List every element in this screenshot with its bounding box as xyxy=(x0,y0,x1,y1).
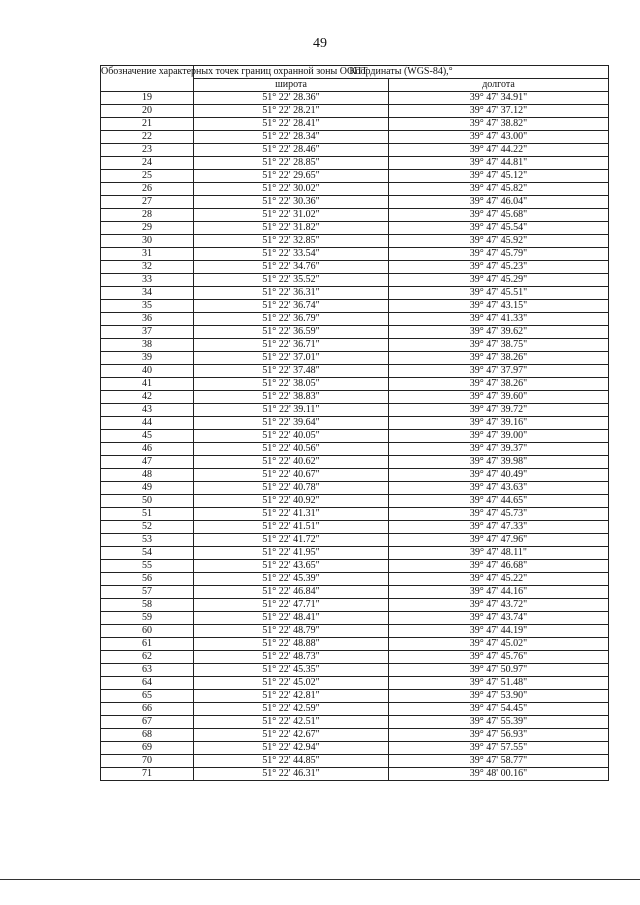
point-number-cell: 43 xyxy=(101,404,194,417)
point-number-cell: 57 xyxy=(101,586,194,599)
longitude-cell: 39° 47' 45.82" xyxy=(389,183,609,196)
table-row xyxy=(101,118,609,131)
longitude-cell: 39° 47' 37.97" xyxy=(389,365,609,378)
table-row xyxy=(101,573,609,586)
longitude-cell: 39° 47' 41.33" xyxy=(389,313,609,326)
longitude-cell: 39° 47' 39.98" xyxy=(389,456,609,469)
longitude-cell: 39° 47' 39.00" xyxy=(389,430,609,443)
table-row xyxy=(101,404,609,417)
point-number-cell: 62 xyxy=(101,651,194,664)
point-number-cell: 29 xyxy=(101,222,194,235)
point-number-cell: 20 xyxy=(101,105,194,118)
longitude-cell: 39° 47' 45.79" xyxy=(389,248,609,261)
latitude-cell: 51° 22' 46.84" xyxy=(194,586,389,599)
coordinates-header: Координаты (WGS-84),° xyxy=(194,66,609,79)
table-row xyxy=(101,547,609,560)
table-row xyxy=(101,430,609,443)
longitude-cell: 39° 47' 44.65" xyxy=(389,495,609,508)
latitude-cell: 51° 22' 28.34" xyxy=(194,131,389,144)
latitude-cell: 51° 22' 48.41" xyxy=(194,612,389,625)
table-row xyxy=(101,482,609,495)
longitude-cell: 39° 47' 53.90" xyxy=(389,690,609,703)
latitude-cell: 51° 22' 40.92" xyxy=(194,495,389,508)
longitude-cell: 39° 47' 46.04" xyxy=(389,196,609,209)
point-number-cell: 51 xyxy=(101,508,194,521)
point-number-cell: 50 xyxy=(101,495,194,508)
longitude-cell: 39° 47' 38.82" xyxy=(389,118,609,131)
point-number-cell: 25 xyxy=(101,170,194,183)
latitude-cell: 51° 22' 47.71" xyxy=(194,599,389,612)
point-number-cell: 52 xyxy=(101,521,194,534)
latitude-cell: 51° 22' 41.31" xyxy=(194,508,389,521)
longitude-cell: 39° 47' 43.72" xyxy=(389,599,609,612)
latitude-cell: 51° 22' 28.41" xyxy=(194,118,389,131)
table-row xyxy=(101,456,609,469)
point-number-cell: 63 xyxy=(101,664,194,677)
longitude-cell: 39° 47' 44.22" xyxy=(389,144,609,157)
table-row xyxy=(101,625,609,638)
longitude-cell: 39° 47' 45.73" xyxy=(389,508,609,521)
longitude-cell: 39° 47' 43.63" xyxy=(389,482,609,495)
table-row xyxy=(101,274,609,287)
table-row xyxy=(101,586,609,599)
point-number-cell: 61 xyxy=(101,638,194,651)
latitude-cell: 51° 22' 37.01" xyxy=(194,352,389,365)
point-number-cell: 24 xyxy=(101,157,194,170)
point-number-cell: 66 xyxy=(101,703,194,716)
latitude-cell: 51° 22' 42.94" xyxy=(194,742,389,755)
latitude-cell: 51° 22' 46.31" xyxy=(194,768,389,781)
table-row xyxy=(101,391,609,404)
longitude-cell: 39° 47' 45.51" xyxy=(389,287,609,300)
longitude-cell: 39° 47' 34.91" xyxy=(389,92,609,105)
longitude-cell: 39° 47' 54.45" xyxy=(389,703,609,716)
latitude-cell: 51° 22' 28.36" xyxy=(194,92,389,105)
latitude-cell: 51° 22' 36.74" xyxy=(194,300,389,313)
latitude-cell: 51° 22' 44.85" xyxy=(194,755,389,768)
longitude-cell: 39° 47' 51.48" xyxy=(389,677,609,690)
longitude-cell: 39° 47' 38.26" xyxy=(389,352,609,365)
point-number-cell: 28 xyxy=(101,209,194,222)
longitude-cell: 39° 47' 45.23" xyxy=(389,261,609,274)
point-number-cell: 64 xyxy=(101,677,194,690)
latitude-cell: 51° 22' 40.56" xyxy=(194,443,389,456)
point-number-cell: 35 xyxy=(101,300,194,313)
point-number-cell: 40 xyxy=(101,365,194,378)
point-number-cell: 42 xyxy=(101,391,194,404)
table-row xyxy=(101,105,609,118)
table-row xyxy=(101,196,609,209)
table-row xyxy=(101,664,609,677)
table-row xyxy=(101,690,609,703)
point-number-cell: 69 xyxy=(101,742,194,755)
longitude-cell: 39° 47' 58.77" xyxy=(389,755,609,768)
table-row xyxy=(101,443,609,456)
latitude-cell: 51° 22' 33.54" xyxy=(194,248,389,261)
longitude-cell: 39° 47' 45.02" xyxy=(389,638,609,651)
point-number-cell: 39 xyxy=(101,352,194,365)
longitude-cell: 39° 47' 45.29" xyxy=(389,274,609,287)
longitude-cell: 39° 47' 56.93" xyxy=(389,729,609,742)
latitude-cell: 51° 22' 37.48" xyxy=(194,365,389,378)
bottom-divider xyxy=(0,879,640,880)
table-body xyxy=(101,92,609,781)
table-row xyxy=(101,144,609,157)
latitude-cell: 51° 22' 36.79" xyxy=(194,313,389,326)
longitude-cell: 39° 47' 47.33" xyxy=(389,521,609,534)
latitude-cell: 51° 22' 41.72" xyxy=(194,534,389,547)
latitude-cell: 51° 22' 31.02" xyxy=(194,209,389,222)
table-row xyxy=(101,729,609,742)
longitude-cell: 39° 47' 46.68" xyxy=(389,560,609,573)
longitude-cell: 39° 47' 38.26" xyxy=(389,378,609,391)
latitude-cell: 51° 22' 40.05" xyxy=(194,430,389,443)
table-row xyxy=(101,261,609,274)
latitude-cell: 51° 22' 39.64" xyxy=(194,417,389,430)
latitude-cell: 51° 22' 42.81" xyxy=(194,690,389,703)
latitude-cell: 51° 22' 36.31" xyxy=(194,287,389,300)
table-row xyxy=(101,235,609,248)
table-row xyxy=(101,157,609,170)
longitude-cell: 39° 47' 45.76" xyxy=(389,651,609,664)
point-number-cell: 44 xyxy=(101,417,194,430)
latitude-cell: 51° 22' 30.36" xyxy=(194,196,389,209)
latitude-cell: 51° 22' 40.62" xyxy=(194,456,389,469)
latitude-header: широта xyxy=(194,79,389,92)
table-row xyxy=(101,560,609,573)
longitude-cell: 39° 47' 45.22" xyxy=(389,573,609,586)
point-number-cell: 60 xyxy=(101,625,194,638)
longitude-cell: 39° 47' 43.15" xyxy=(389,300,609,313)
point-number-cell: 47 xyxy=(101,456,194,469)
longitude-cell: 39° 47' 37.12" xyxy=(389,105,609,118)
coordinates-table xyxy=(100,65,609,781)
table-row xyxy=(101,651,609,664)
latitude-cell: 51° 22' 48.73" xyxy=(194,651,389,664)
longitude-cell: 39° 47' 39.37" xyxy=(389,443,609,456)
longitude-cell: 39° 47' 43.74" xyxy=(389,612,609,625)
longitude-cell: 39° 47' 39.72" xyxy=(389,404,609,417)
latitude-cell: 51° 22' 35.52" xyxy=(194,274,389,287)
longitude-cell: 39° 47' 39.16" xyxy=(389,417,609,430)
table-row xyxy=(101,287,609,300)
longitude-cell: 39° 47' 44.16" xyxy=(389,586,609,599)
longitude-cell: 39° 47' 50.97" xyxy=(389,664,609,677)
table-row xyxy=(101,92,609,105)
longitude-cell: 39° 47' 43.00" xyxy=(389,131,609,144)
latitude-cell: 51° 22' 38.05" xyxy=(194,378,389,391)
longitude-cell: 39° 47' 45.92" xyxy=(389,235,609,248)
table-row xyxy=(101,170,609,183)
point-number-cell: 26 xyxy=(101,183,194,196)
point-designation-header: Обозначение характерных точек границ охранной зоны ООПТ xyxy=(101,66,194,92)
point-number-cell: 19 xyxy=(101,92,194,105)
table-row xyxy=(101,417,609,430)
latitude-cell: 51° 22' 34.76" xyxy=(194,261,389,274)
table-row xyxy=(101,378,609,391)
latitude-cell: 51° 22' 39.11" xyxy=(194,404,389,417)
point-number-cell: 37 xyxy=(101,326,194,339)
latitude-cell: 51° 22' 36.71" xyxy=(194,339,389,352)
point-number-cell: 67 xyxy=(101,716,194,729)
table-row xyxy=(101,248,609,261)
latitude-cell: 51° 22' 45.02" xyxy=(194,677,389,690)
latitude-cell: 51° 22' 28.21" xyxy=(194,105,389,118)
page-number: 49 xyxy=(313,36,327,51)
table-row xyxy=(101,612,609,625)
latitude-cell: 51° 22' 42.51" xyxy=(194,716,389,729)
point-number-cell: 36 xyxy=(101,313,194,326)
latitude-cell: 51° 22' 38.83" xyxy=(194,391,389,404)
table-row xyxy=(101,742,609,755)
table-row xyxy=(101,508,609,521)
table-row xyxy=(101,131,609,144)
longitude-cell: 39° 47' 45.12" xyxy=(389,170,609,183)
table-row xyxy=(101,768,609,781)
point-number-cell: 53 xyxy=(101,534,194,547)
table-row xyxy=(101,495,609,508)
table-row xyxy=(101,326,609,339)
table-row xyxy=(101,638,609,651)
table-row xyxy=(101,677,609,690)
longitude-cell: 39° 47' 44.19" xyxy=(389,625,609,638)
table-row xyxy=(101,209,609,222)
latitude-cell: 51° 22' 32.85" xyxy=(194,235,389,248)
latitude-cell: 51° 22' 42.67" xyxy=(194,729,389,742)
table-row xyxy=(101,339,609,352)
point-number-cell: 38 xyxy=(101,339,194,352)
latitude-cell: 51° 22' 48.88" xyxy=(194,638,389,651)
point-number-cell: 32 xyxy=(101,261,194,274)
longitude-cell: 39° 47' 45.54" xyxy=(389,222,609,235)
point-number-cell: 41 xyxy=(101,378,194,391)
point-number-cell: 30 xyxy=(101,235,194,248)
longitude-cell: 39° 47' 39.60" xyxy=(389,391,609,404)
latitude-cell: 51° 22' 28.46" xyxy=(194,144,389,157)
point-number-cell: 31 xyxy=(101,248,194,261)
table-row xyxy=(101,703,609,716)
table-row xyxy=(101,300,609,313)
latitude-cell: 51° 22' 45.35" xyxy=(194,664,389,677)
latitude-cell: 51° 22' 40.67" xyxy=(194,469,389,482)
longitude-cell: 39° 47' 38.75" xyxy=(389,339,609,352)
longitude-cell: 39° 47' 57.55" xyxy=(389,742,609,755)
latitude-cell: 51° 22' 28.85" xyxy=(194,157,389,170)
longitude-cell: 39° 47' 48.11" xyxy=(389,547,609,560)
latitude-cell: 51° 22' 43.65" xyxy=(194,560,389,573)
latitude-cell: 51° 22' 31.82" xyxy=(194,222,389,235)
table-row xyxy=(101,313,609,326)
table-row xyxy=(101,222,609,235)
latitude-cell: 51° 22' 48.79" xyxy=(194,625,389,638)
latitude-cell: 51° 22' 45.39" xyxy=(194,573,389,586)
point-number-cell: 34 xyxy=(101,287,194,300)
point-number-cell: 71 xyxy=(101,768,194,781)
latitude-cell: 51° 22' 36.59" xyxy=(194,326,389,339)
point-number-cell: 23 xyxy=(101,144,194,157)
latitude-cell: 51° 22' 40.78" xyxy=(194,482,389,495)
point-number-cell: 46 xyxy=(101,443,194,456)
point-number-cell: 65 xyxy=(101,690,194,703)
table-row xyxy=(101,716,609,729)
longitude-header: долгота xyxy=(389,79,609,92)
point-number-cell: 55 xyxy=(101,560,194,573)
table-row xyxy=(101,534,609,547)
point-number-cell: 27 xyxy=(101,196,194,209)
longitude-cell: 39° 47' 39.62" xyxy=(389,326,609,339)
point-number-cell: 48 xyxy=(101,469,194,482)
longitude-cell: 39° 47' 55.39" xyxy=(389,716,609,729)
point-number-cell: 21 xyxy=(101,118,194,131)
point-number-cell: 70 xyxy=(101,755,194,768)
longitude-cell: 39° 47' 44.81" xyxy=(389,157,609,170)
point-number-cell: 22 xyxy=(101,131,194,144)
longitude-cell: 39° 47' 40.49" xyxy=(389,469,609,482)
latitude-cell: 51° 22' 30.02" xyxy=(194,183,389,196)
table-row xyxy=(101,469,609,482)
table-header-row xyxy=(101,66,609,79)
point-number-cell: 58 xyxy=(101,599,194,612)
longitude-cell: 39° 48' 00.16" xyxy=(389,768,609,781)
table-row xyxy=(101,755,609,768)
latitude-cell: 51° 22' 29.65" xyxy=(194,170,389,183)
latitude-cell: 51° 22' 41.51" xyxy=(194,521,389,534)
table-row xyxy=(101,599,609,612)
table-row xyxy=(101,365,609,378)
point-number-cell: 54 xyxy=(101,547,194,560)
point-number-cell: 59 xyxy=(101,612,194,625)
longitude-cell: 39° 47' 47.96" xyxy=(389,534,609,547)
latitude-cell: 51° 22' 41.95" xyxy=(194,547,389,560)
point-number-cell: 49 xyxy=(101,482,194,495)
table-row xyxy=(101,352,609,365)
point-number-cell: 33 xyxy=(101,274,194,287)
point-number-cell: 45 xyxy=(101,430,194,443)
table-row xyxy=(101,183,609,196)
latitude-cell: 51° 22' 42.59" xyxy=(194,703,389,716)
table-row xyxy=(101,521,609,534)
point-number-cell: 56 xyxy=(101,573,194,586)
longitude-cell: 39° 47' 45.68" xyxy=(389,209,609,222)
point-number-cell: 68 xyxy=(101,729,194,742)
